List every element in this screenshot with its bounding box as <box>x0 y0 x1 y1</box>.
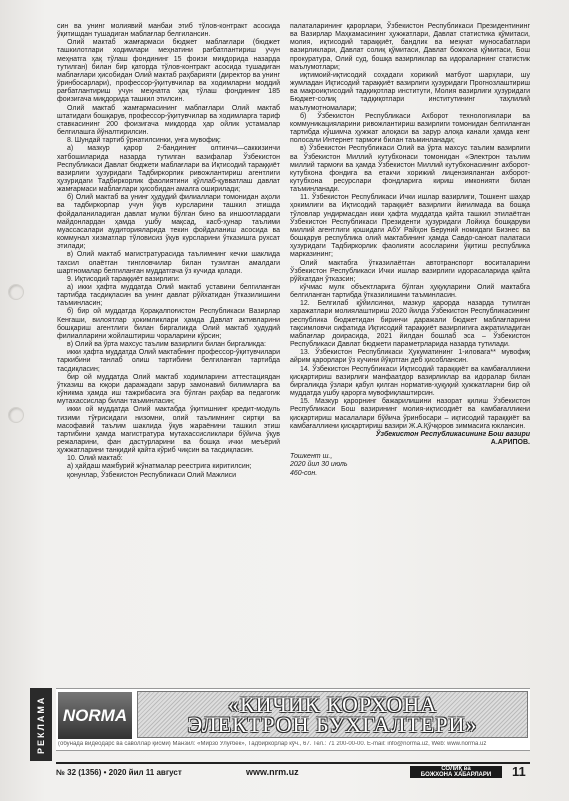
paragraph: кўчмас мулк объектларига бўлган ҳуқуқларини Олий мактабга белгиланган тартибда ўтказилишини таъминласин. <box>290 284 530 300</box>
paragraph: в) Олий мактаб магистратурасида таълимнинг кечки шаклида тахсил олаётган тингловчилар билан тузилган амалдаги шартномалар белгиланган муддатгача ўз кучида қолади. <box>57 251 280 275</box>
ad-side-label: РЕКЛАМА <box>30 688 52 761</box>
brand-line1: СОЛИҚ ва <box>441 766 471 772</box>
ad-title <box>138 692 527 737</box>
right-text-column <box>290 23 530 478</box>
paragraph: қонунлар, Ўзбекистон Республикаси Олий Мажлиси <box>67 471 237 479</box>
paragraph: 14. Ўзбекистон Республикаси Иқтисодий тараққиёт ва камбағалликни қисқартириш вазирлиги манфаатдор вазирликлар ва идоралар билан биргаликда ўзлари қабул қилган норматив-ҳуқуқий ҳужжатларни бир ой муддатда ушбу қарорга мувофиқлаштирсин. <box>290 365 530 398</box>
paragraph: б) бир ой муддатда Қорақалпоғистон Республикаси Вазирлар Кенгаши, вилоятлар ҳокимликлари ҳамда Давлат активларини бошқариш агентлиги билан биргаликда Олий мактаб ҳудудий филиалларини жойлаштириш чораларини кўрсин; <box>57 308 280 340</box>
paragraph: икки ҳафта муддатда Олий мактабнинг профессор-ўқитувчилари таркибини танлаб олиш тартибини белгиланган тартибда тасдиқласин; <box>57 349 280 373</box>
paragraph: 9. Иқтисодий тараққиёт вазирлиги: <box>67 275 180 283</box>
paragraph: Олий мактаб жамғармасининг маблағлари Олий мактаб штатидаги бошқарув, профессор-ўқитувчилар ва ходимларга тариф ставкасининг 200 фоизигача миқдорда ҳар ойлик устамалар белгилашга йўналтирилсин. <box>57 104 280 137</box>
ad-contact <box>58 741 528 747</box>
page-number: 11 <box>512 764 526 779</box>
paragraph: 8. Шундай тартиб ўрнатилсинки, унга мувофиқ: <box>67 137 221 145</box>
publication-brand <box>410 766 502 778</box>
website-link[interactable]: www.nrm.uz <box>246 767 299 777</box>
paragraph: в) Олий ва ўрта махсус таълим вазирлиги билан биргаликда: <box>67 341 266 349</box>
decree-number: 460-сон. <box>290 469 318 477</box>
paragraph: 10. Олий мактаб: <box>67 455 123 463</box>
paragraph: син ва унинг молиявий манбаи этиб тўлов-контракт асосида ўқитишдан тушадиган маблағлар белгилансин. <box>57 23 280 39</box>
issue-info: № 32 (1356) • 2020 йил 11 август <box>56 768 182 777</box>
paragraph: палаталарининг қарорлари, Ўзбекистон Республикаси Президентининг ва Вазирлар Маҳкамасининг ҳужжатлари, Давлат статистика қўмитаси, молия, иқтисодий тараққиёт, бандлик ва меҳнат муносабатлари вазирликлари, Давлат солиқ қўмитаси, Давлат божхона қўмитаси, Бош прокуратура, Олий суд, бошқа вазирликлар ва идораларнинг статистик маълумотлари; <box>290 23 530 71</box>
signature-title: Ўзбекистон Республикасининг Бош вазири <box>375 430 530 438</box>
ad-subtitle: (обунада видеодарс ва саволлар қисми) <box>58 741 171 747</box>
paragraph: б) Ўзбекистон Республикаси Ахборот технологиялари ва коммуникацияларини ривожлантириш вазирлиги томонидан белгиланган тартибда кўшимча ҳужжат алоқаси ва зарур алоқа канали ҳамда кенг полосали Интернет тармоғи билан таъминланади; <box>290 112 530 145</box>
paragraph: Олий мактабга ўтказилаётган автотранспорт воситаларини Ўзбекистон Республикаси Ички ишлар вазирлиги идорасаларида қайта рўйхатдан ўтказсин; <box>290 259 530 283</box>
place-date-block <box>290 453 530 478</box>
ad-title-line2: ЭЛЕКТРОН БУХГАЛТЕРИ» <box>187 712 478 737</box>
ad-title-line1: «КИЧИК КОРХОНА <box>227 692 438 717</box>
paragraph: 12. Белгилаб қўйилсинки, мазкур қарорда назарда тутилган харажатлари молиялаштириш 2020 йилда Ўзбекистон Республикасининг республика бюджетидан биринчи даражали бюджет маблағларини тақсимловчи сифатида Иқтисодий тараққиёт вазирлигига ажратиладиган маблағлар доирасида, 2021 йилдан бошлаб эса – Ўзбекистон Республикаси Давлат бюджети параметрларида назарда тутилади. <box>290 300 530 349</box>
paragraph: а) мазкур қарор 2-бандининг олтинчи—саккизинчи хатбошиларида назарда тутилган вазифалар Ўзбекистон Республикаси Давлат бюджети маблағлари ва Иқтисодий тараққиёт вазирлиги ҳузуридаги Тадбиркорлик ривожлантириш агентлиги ҳузуридаги Тадбиркорлик фаолиятини қўллаб-қувватлаш давлат жамғармаси маблағлари ҳисобидан амалга оширилади; <box>57 145 280 194</box>
paragraph: а) ҳайдаш мажбурий жўнатмалар реестрига киритилсин; <box>67 463 252 471</box>
paragraph: 13. Ўзбекистон Республикаси Ҳукуматининг 1-иловага** мувофиқ айрим қарорлари ўз кучини йўқотган деб ҳисоблансин. <box>290 349 530 365</box>
paragraph: 15. Мазкур қарорнинг бажарилишини назорат қилиш Ўзбекистон Республикаси Бош вазирининг молия-иқтисодиёт ва камбағалликни қисқартириш масалалари бўйича ўринбосари – иқтисодий тараққиёт ва камбағалликни қисқартириш вазири Ж.А.Қўчқоров зиммасига юклансин. <box>290 398 530 430</box>
paragraph: бир ой муддатда Олий мактаб ходимларини аттестациядан ўтказиш ва юқори даражадаги зарур замонавий билимларга ва кўникма ҳамда иш тажрибасига эга бўлган раҳбар ва педагогик мутахассислар билан таъминласин; <box>57 373 280 406</box>
brand-line2: БОЖХОНА ХАБАРЛАРИ <box>420 772 492 778</box>
paragraph: а) икки ҳафта муддатда Олий мактаб уставини белгиланган тартибда тасдиқласин ва унинг давлат рўйхатидан ўтказилишини таъминласин; <box>57 284 280 308</box>
left-text-column <box>57 23 280 480</box>
ad-title-box <box>137 691 528 738</box>
ad-contact-text: Манзил: «Мирзо Улуғбек», Тадбиркорлар кўч., 67. Тел.: 71 200-00-00. E-mail: info@norma.uz, Web: www.norma.uz <box>172 741 487 747</box>
punch-hole-top <box>8 284 24 300</box>
paragraph: икки ой муддатда Олий мактабда ўқитишнинг кредит-модуль тизими тўғрисидаги низомни, олий таълимнинг сиртқи ва масофавий таълим шаклида ўқув жараёнини ташкил этиш тартибини ҳамда магистратура мутахассисликлари бўйича ўқув режаларини, фан дастурларини ва бошқа ички меъёрий ҳужжатларини танқидий қайта кўриб чиқсин ва тасдиқласин. <box>57 406 280 455</box>
paragraph: в) Ўзбекистон Республикаси Олий ва ўрта махсус таълим вазирлиги ва Ўзбекистон Миллий кутубхонаси томонидан «Электрон таълим миллий тармоғи ва ҳамда Ўзбекистон Миллий кутубхонасининг ахборот-кутубхона фондига ва етакчи хорижий лицензияланган ахборот-кутубхона ресурслари фондларига кириш имконияти билан таъминланади. <box>290 145 530 194</box>
place: Тошкент ш., <box>290 453 333 461</box>
punch-hole-bottom <box>8 407 24 423</box>
norma-logo: NORMA <box>58 692 132 739</box>
paragraph: Олий мактаб жамғармаси бюджет маблағлари (бюджет ташкилотлари ходимлари меҳнатини рағбатлантириш учун меҳнатга ҳақ тўлаш фондининг 15 фоизи миқдорида назарда тутилган) билан бир қаторда тўлов-контракт асосида тушадиган маблағлари ҳисобидан Олий мактаб раҳбарияти (директор ва унинг ўринбосарлари), профессор-ўқитувчилар ва ходимларни моддий рағбатлантириш учун меҳнатга ҳақ тўлаш фондининг 185 фоизигача миқдорида ташкил этилсин. <box>57 39 280 104</box>
paragraph: б) Олий мактаб ва унинг ҳудудий филиаллари томонидан аҳоли ва тадбиркорлар учун ўқув курсларини ташкил этишда фойдаланиладиган давлат мулки бўлган бино ва иншоотлардаги майдонлардан ҳамда ушбу мақсад, касб-ҳунар таълими муассасалари аудиторияларида текин фойдаланиш асосида ва коммунал хизматлар тўловисиз ўқув курсларини ўтказишга рухсат этилади; <box>57 194 280 251</box>
page-footer <box>56 762 530 780</box>
paragraph: 11. Ўзбекистон Республикаси Ички ишлар вазирлиги, Тошкент шаҳар ҳокимлиги ва Иқтисодий тараққиёт вазирлиги йиғилмада ва бошқа тўловлар ундирмасдан икки ҳафта муддатда қайта ташкил этилаётган Ўзбекистон Республикаси Президенти ҳузуридаги Лойиҳа бошқаруви миллий агентлиги қошидаги АбУ Райҳон Беруний номидаги Бизнес ва бошқарув республика олий мактабининг ҳамда Савдо-саноат палатаси ҳузуридаги Тадбиркорлик фаолияти асосларини ўқитиш республика марказининг; <box>290 194 530 259</box>
signature-name: А.АРИПОВ. <box>490 438 530 446</box>
date: 2020 йил 30 июль <box>290 461 348 469</box>
paragraph: иқтимоий-иқтисодий соҳадаги хорижий матбуот шарҳлари, шу жумладан Иқтисодий тараққиёт вазирлиги ҳузуридаги Прогнозлаштириш ва макроиқтисодий тадқиқотлар институти, Молия вазирлиги ҳузуридаги Бюджет-солиқ тадқиқотлари институтининг таҳлилий маълумотномалари; <box>290 71 530 112</box>
